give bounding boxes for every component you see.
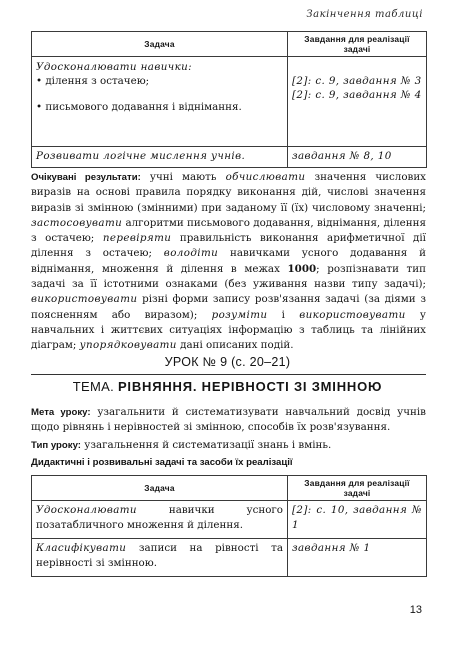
divider <box>31 374 426 375</box>
assignment-ref: [2]: с. 9, завдання № 4 <box>292 89 422 101</box>
table-row <box>32 57 427 147</box>
assignment-ref: завдання № 1 <box>292 542 371 554</box>
task-cell <box>32 539 288 577</box>
page-number: 13 <box>409 604 422 616</box>
number-1000: 1000 <box>287 262 317 275</box>
task-verb: Класифікувати <box>36 542 127 554</box>
table-row <box>32 539 427 577</box>
key-verb: застосовувати <box>31 216 123 229</box>
tasks-table <box>31 475 427 577</box>
task-text: записи на рівності та нерівності зі змінною. <box>36 542 283 569</box>
expected-results-label: Очікувані результати: <box>31 172 141 183</box>
task-cell <box>32 57 288 147</box>
lesson-goal <box>31 405 426 435</box>
column-header-task: Задача <box>32 32 288 57</box>
expected-results-paragraph: Очікувані результати: учні мають обчислювати значення числових виразів на основі правила порядку виконання дій, числові значення виразів зі змінною (змінними) при заданому її (їх) числовому значенні; застосовувати алгоритми письмового додавання, віднімання, ділення з остачею; перевіряти правильність виконання арифметичної дії ділення з остачею; володіти навичками усного додавання й віднімання, множення й ділення в межах 1000; розпізнавати тип задачі за її істотними ознаками (без уживання назви типу задачі); використовувати різні форми запису розв'язання задачі (за діями з поясненням або виразом); розуміти і використовувати у навчальних і життєвих ситуаціях інформацію з таблиць та лінійних діаграм; упорядковувати дані описаних подій. <box>31 171 427 352</box>
task-bullet: • письмового додавання і віднімання. <box>36 101 242 113</box>
key-verb: використовувати <box>299 308 406 321</box>
theme-name: РІВНЯННЯ. НЕРІВНОСТІ ЗІ ЗМІННОЮ <box>117 379 383 394</box>
lesson-type <box>31 438 426 453</box>
lesson-type-label: Тип уроку: <box>31 440 81 451</box>
assignment-cell <box>288 501 427 539</box>
lesson-goal-label: Мета уроку: <box>31 407 91 418</box>
table-row <box>32 147 427 168</box>
task-cell <box>32 147 288 168</box>
assignment-cell <box>288 57 427 147</box>
lesson-type-text: узагальнення й систематизації знань і вмінь. <box>81 439 332 451</box>
key-verb: володіти <box>163 247 219 260</box>
column-header-task: Задача <box>32 476 288 501</box>
table-row <box>32 501 427 539</box>
task-text: навички усного позатабличного множення й ділення. <box>36 504 283 531</box>
key-verb: обчислювати <box>225 171 306 183</box>
key-verb: перевіряти <box>102 232 172 245</box>
assignment-ref: [2]: с. 10, завдання № 1 <box>292 504 422 531</box>
theme-prefix: ТЕМА. <box>72 379 118 394</box>
task-verb: Удосконалювати <box>36 504 137 516</box>
key-verb: використовувати <box>31 293 138 306</box>
task-heading: Удосконалювати навички: <box>36 61 193 73</box>
key-verb: розуміти <box>211 308 268 321</box>
lesson-title: УРОК № 9 (с. 20–21) <box>164 355 291 369</box>
assignment-cell <box>288 539 427 577</box>
task-text: Розвивати логічне мислення учнів. <box>36 150 246 162</box>
key-verb: упорядковувати <box>79 339 177 352</box>
assignment-ref: завдання № 8, 10 <box>292 150 392 162</box>
task-bullet: • ділення з остачею; <box>36 75 150 87</box>
assignment-cell <box>288 147 427 168</box>
table-continuation-note: Закінчення таблиці <box>306 9 423 20</box>
didactic-heading: Дидактичні і розвивальні задачі та засоби їх реалізації <box>31 457 293 468</box>
assignment-ref: [2]: с. 9, завдання № 3 <box>292 75 422 87</box>
lesson-goal-text: узагальнити й систематизувати навчальний досвід учнів щодо рівнянь і нерівностей зі змінною, способів їх розв'язування. <box>31 406 426 434</box>
task-cell <box>32 501 288 539</box>
column-header-assignment: Завдання для реалізації задачі <box>288 32 427 57</box>
table-header-row <box>32 476 427 501</box>
column-header-assignment: Завдання для реалізації задачі <box>288 476 427 501</box>
table-header-row <box>32 32 427 57</box>
tasks-table-continued <box>31 31 427 168</box>
lesson-theme <box>0 379 455 394</box>
